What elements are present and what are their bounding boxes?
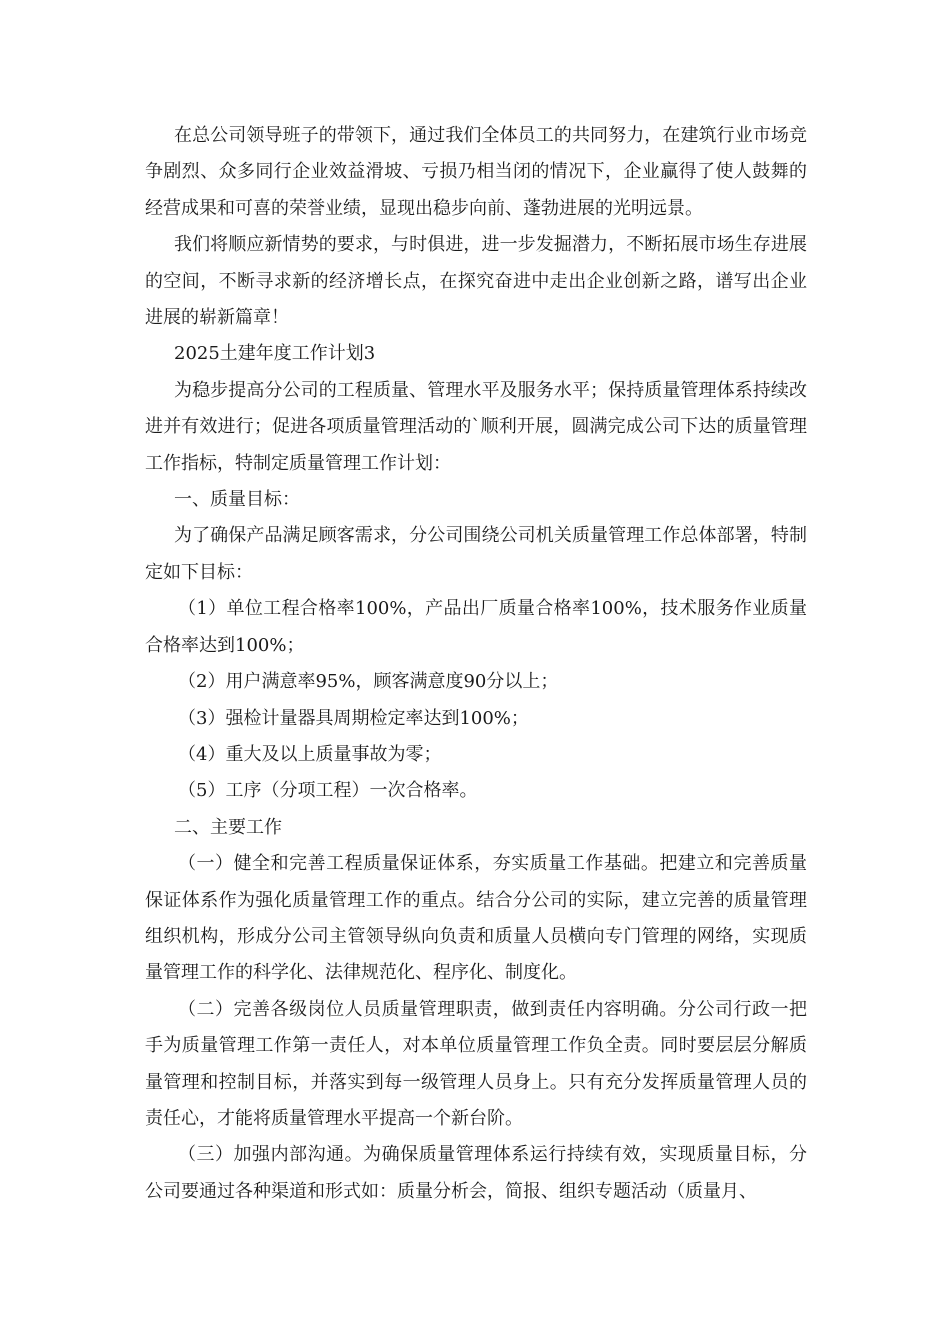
- heading-quality-goals: 一、质量目标：: [174, 489, 300, 511]
- paragraph-2: 我们将顺应新情势的要求，与时俱进，进一步发掘潜力，不断拓展市场生存进展的空间，不断寻求新的经济增长点，在探究奋进中走出企业创新之路，谱写出企业进展的崭新篇章！: [145, 234, 807, 329]
- goal-item-2: （2）用户满意率95%，顾客满意度90分以上；: [178, 671, 559, 693]
- section-title: 2025土建年度工作计划3: [174, 343, 376, 365]
- document-body: [145, 118, 807, 1210]
- heading-main-work: 二、主要工作: [174, 816, 282, 838]
- work-item-2: （二）完善各级岗位人员质量管理职责，做到责任内容明确。分公司行政一把手为质量管理工作第一责任人，对本单位质量管理工作负全责。同时要层层分解质量管理和控制目标，并落实到每一级管理人员身上。只有充分发挥质量管理人员的责任心，才能将质量管理水平提高一个新台阶。: [145, 998, 807, 1129]
- goal-item-5: （5）工序（分项工程）一次合格率。: [178, 780, 478, 802]
- paragraph-1: 在总公司领导班子的带领下，通过我们全体员工的共同努力，在建筑行业市场竞争剧烈、众多同行企业效益滑坡、亏损乃相当闭的情况下，企业赢得了使人鼓舞的经营成果和可喜的荣誉业绩，显现出稳步向前、蓬勃进展的光明远景。: [145, 125, 807, 219]
- goal-item-4: （4）重大及以上质量事故为零；: [178, 743, 442, 765]
- goal-item-1: （1）单位工程合格率100%，产品出厂质量合格率100%，技术服务作业质量合格率达到100%；: [145, 598, 807, 656]
- paragraph-intro: 为稳步提高分公司的工程质量、管理水平及服务水平；保持质量管理体系持续改进并有效进行；促进各项质量管理活动的`顺利开展，圆满完成公司下达的质量管理工作指标，特制定质量管理工作计划：: [145, 379, 807, 474]
- work-item-1: （一）健全和完善工程质量保证体系，夯实质量工作基础。把建立和完善质量保证体系作为强化质量管理工作的重点。结合分公司的实际，建立完善的质量管理组织机构，形成分公司主管领导纵向负责和质量人员横向专门管理的网络，实现质量管理工作的科学化、法律规范化、程序化、制度化。: [145, 853, 807, 984]
- goal-item-3: （3）强检计量器具周期检定率达到100%；: [178, 707, 529, 729]
- paragraph-goals-intro: 为了确保产品满足顾客需求，分公司围绕公司机关质量管理工作总体部署，特制定如下目标：: [145, 525, 807, 583]
- work-item-3: （三）加强内部沟通。为确保质量管理体系运行持续有效，实现质量目标，分公司要通过各种渠道和形式如：质量分析会，简报、组织专题活动（质量月、: [145, 1144, 807, 1202]
